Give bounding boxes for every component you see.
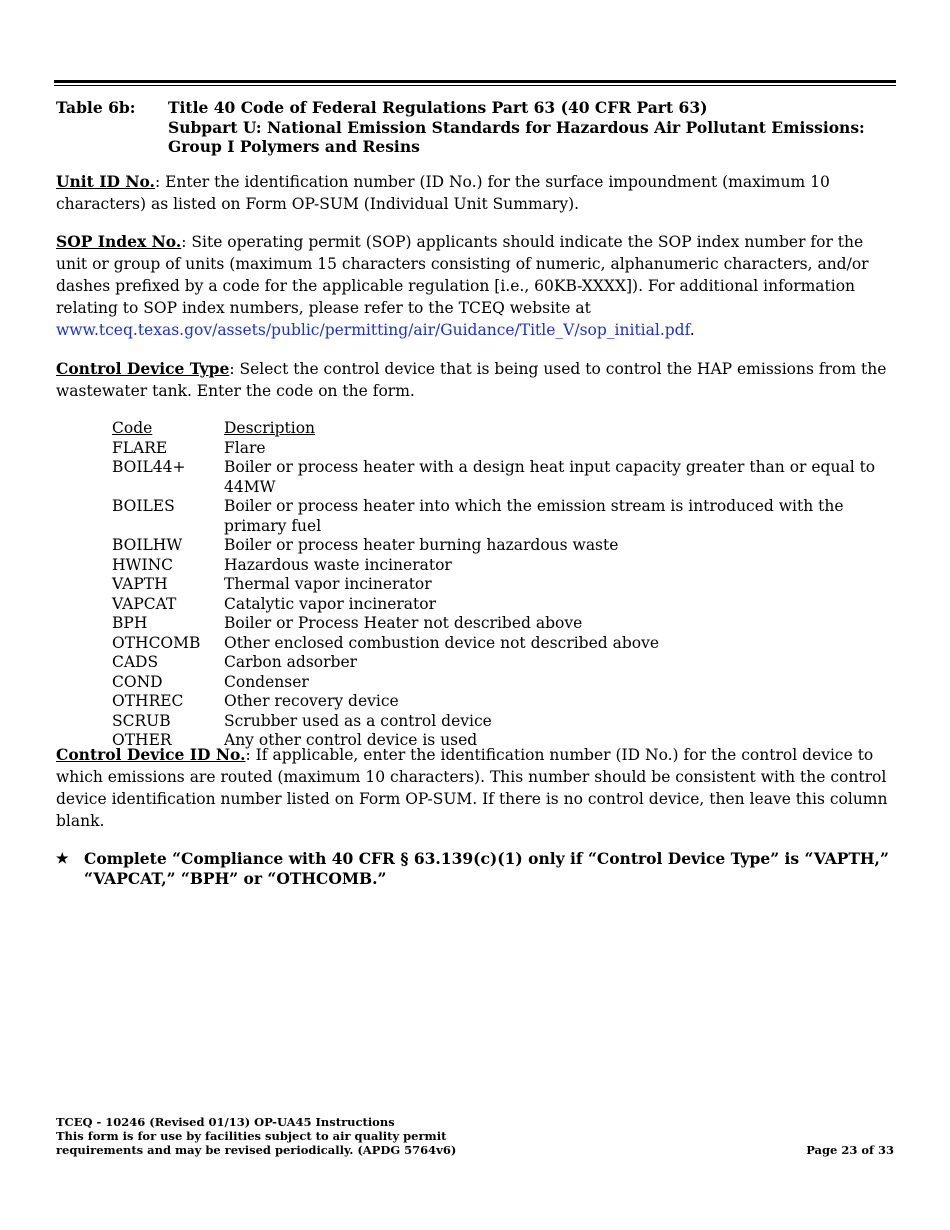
device-description: Carbon adsorber xyxy=(224,653,358,671)
unit-id-paragraph xyxy=(56,171,896,215)
device-description: Flare xyxy=(224,438,266,457)
device-code: COND xyxy=(112,672,163,691)
table-row xyxy=(112,575,902,595)
unit-id-term: Unit ID No. xyxy=(56,172,155,191)
sop-index-paragraph xyxy=(56,231,896,341)
sop-index-text: : Site operating permit (SOP) applicants should indicate the SOP index number for the unit or group of units (maximum 15 characters consisting of numeric, alphanumeric characters, and/or dashes prefixed by a code for the applicable regulation [i.e., 60KB-XXXX]). For additional information relating to SOP index numbers, please refer to the TCEQ website at xyxy=(56,233,869,317)
device-code: OTHER xyxy=(112,731,172,749)
device-code: VAPTH xyxy=(112,575,168,593)
table-row xyxy=(112,497,902,536)
device-description: Boiler or process heater burning hazardous waste xyxy=(224,536,619,554)
table-row xyxy=(112,614,902,634)
description-column-header: Description xyxy=(224,419,316,437)
table-row xyxy=(112,595,902,615)
table-row xyxy=(112,439,902,459)
device-code: OTHREC xyxy=(112,692,184,710)
compliance-note: Complete “Compliance with 40 CFR § 63.139(c)(1) only if “Control Device Type” is “VAPTH,” “VAPCAT,” “BPH” or “OTHCOMB.” xyxy=(84,849,889,888)
device-code: BPH xyxy=(112,614,148,632)
footer-line2: This form is for use by facilities subject to air quality permit xyxy=(56,1129,447,1143)
device-description: Boiler or process heater into which the emission stream is introduced with the primary fuel xyxy=(224,497,844,535)
top-rule-thick xyxy=(54,80,896,83)
code-column-header: Code xyxy=(112,419,153,437)
table-row xyxy=(112,673,902,693)
device-code: CADS xyxy=(112,653,159,671)
table-row xyxy=(112,458,902,497)
star-icon: ★ xyxy=(56,851,69,867)
control-device-id-paragraph xyxy=(56,744,896,832)
device-description: Other enclosed combustion device not described above xyxy=(224,633,660,652)
device-description: Scrubber used as a control device xyxy=(224,711,492,730)
control-device-id-text: : If applicable, enter the identification number (ID No.) for the control device to which emissions are routed (maximum 10 characters). This number should be consistent with the control device identification number listed on Form OP-SUM. If there is no control device, then leave this column blank. xyxy=(56,746,888,830)
code-table-header xyxy=(112,419,902,439)
table-title-line1: Title 40 Code of Federal Regulations Part 63 (40 CFR Part 63) xyxy=(168,98,708,117)
device-description: Catalytic vapor incinerator xyxy=(224,594,437,613)
device-code: SCRUB xyxy=(112,711,171,730)
top-rule-thin xyxy=(54,85,896,86)
device-code: BOIL44+ xyxy=(112,458,186,476)
control-device-code-table xyxy=(112,419,902,751)
device-description: Boiler or process heater with a design heat input capacity greater than or equal to 44MW xyxy=(224,458,876,496)
device-code: BOILHW xyxy=(112,536,183,554)
sop-guidance-link[interactable]: www.tceq.texas.gov/assets/public/permitting/air/Guidance/Title_V/sop_initial.pdf xyxy=(56,321,690,339)
device-code: FLARE xyxy=(112,438,168,457)
control-device-type-text: : Select the control device that is being used to control the HAP emissions from the wastewater tank. Enter the code on the form. xyxy=(56,360,887,400)
device-description: Hazardous waste incinerator xyxy=(224,555,452,574)
table-row xyxy=(112,653,902,673)
page-number: Page 23 of 33 xyxy=(806,1143,894,1157)
device-code: VAPCAT xyxy=(112,594,177,613)
control-device-type-paragraph xyxy=(56,358,896,402)
unit-id-text: : Enter the identification number (ID No.) for the surface impoundment (maximum 10 characters) as listed on Form OP-SUM (Individual Unit Summary). xyxy=(56,173,830,213)
footer-info xyxy=(56,1115,656,1157)
device-description: Condenser xyxy=(224,672,309,691)
table-row xyxy=(112,712,902,732)
control-device-id-term: Control Device ID No. xyxy=(56,745,246,764)
device-code: BOILES xyxy=(112,497,175,515)
sop-link-period: . xyxy=(689,321,695,339)
device-code: OTHCOMB xyxy=(112,633,201,652)
footer-line3: requirements and may be revised periodically. (APDG 5764v6) xyxy=(56,1143,457,1157)
table-label: Table 6b: xyxy=(56,98,136,117)
table-title-line2: Subpart U: National Emission Standards for Hazardous Air Pollutant Emissions: xyxy=(168,117,865,137)
device-description: Other recovery device xyxy=(224,692,399,710)
footer-line1: TCEQ - 10246 (Revised 01/13) OP-UA45 Instructions xyxy=(56,1115,395,1129)
sop-index-term: SOP Index No. xyxy=(56,232,182,251)
table-row xyxy=(112,634,902,654)
device-code: HWINC xyxy=(112,555,173,574)
device-description: Thermal vapor incinerator xyxy=(224,575,432,593)
table-row xyxy=(112,536,902,556)
device-description: Boiler or Process Heater not described above xyxy=(224,614,583,632)
table-row xyxy=(112,556,902,576)
control-device-type-term: Control Device Type xyxy=(56,359,230,378)
device-description: Any other control device is used xyxy=(224,731,478,749)
table-title-line3: Group I Polymers and Resins xyxy=(168,137,420,156)
table-row xyxy=(112,692,902,712)
